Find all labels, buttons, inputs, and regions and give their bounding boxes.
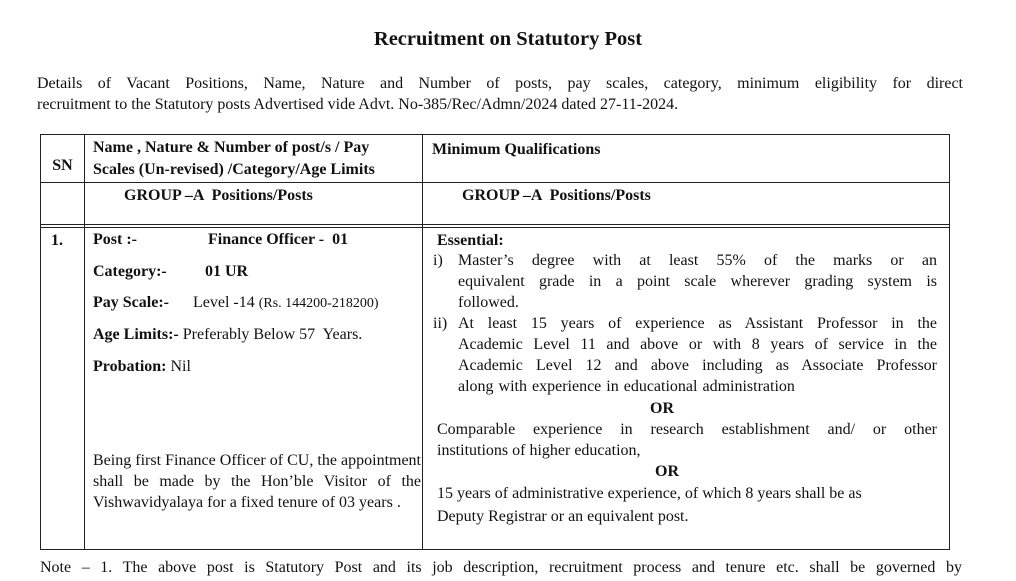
group-label-right: GROUP –A Positions/Posts [462, 187, 651, 204]
header-qualifications: Minimum Qualifications [432, 141, 601, 158]
table-divider-sn [84, 134, 85, 550]
post-value: Finance Officer - 01 [208, 231, 349, 248]
intro-line-1: Details of Vacant Positions, Name, Nature and Number of posts, pay scales, category, minimum eligibility for direct [37, 75, 963, 92]
qual-1-line-1: Master’s degree with at least 55% of the marks or an [458, 252, 937, 269]
or-separator-1: OR [650, 400, 674, 417]
age-limits-label: Age Limits:- [93, 326, 179, 343]
table-divider-header [40, 182, 950, 183]
pay-scale-line [93, 292, 379, 314]
age-limits-value: Preferably Below 57 Years. [178, 326, 363, 343]
group-label-left: GROUP –A Positions/Posts [124, 187, 313, 204]
qual-2-line-2: Academic Level 11 and above or with 8 years of service in the [458, 336, 937, 353]
or-separator-2: OR [655, 463, 679, 480]
page-title: Recruitment on Statutory Post [373, 28, 643, 50]
qual-1-line-3: followed. [458, 294, 519, 311]
header-name-line-1: Name , Nature & Number of post/s / Pay [93, 139, 370, 156]
row-sn: 1. [51, 232, 63, 249]
alt-2-line-1: 15 years of administrative experience, of which 8 years shall be as [437, 485, 862, 502]
qual-2-line-4: along with experience in educational administration [458, 378, 795, 395]
alt-2-line-2: Deputy Registrar or an equivalent post. [437, 508, 689, 525]
table-divider-qualifications [422, 134, 423, 550]
probation-value: Nil [166, 358, 191, 375]
post-label: Post :- [93, 231, 137, 248]
intro-line-2: recruitment to the Statutory posts Advertised vide Advt. No-385/Rec/Admn/2024 dated 27-11-2024. [37, 96, 679, 113]
header-sn: SN [52, 157, 73, 174]
essential-label: Essential: [437, 232, 504, 249]
qual-2-line-3: Academic Level 12 and above including as Associate Professor [458, 357, 937, 374]
qual-1-number: i) [433, 252, 443, 269]
probation-label: Probation: [93, 358, 167, 375]
pay-scale-range: (Rs. 144200-218200) [258, 296, 379, 311]
category-value: 01 UR [205, 263, 249, 280]
alt-1-line-2: institutions of higher education, [437, 442, 641, 459]
table-divider-group [40, 224, 950, 228]
pay-scale-label: Pay Scale:- [93, 294, 169, 311]
header-name-line-2: Scales (Un-revised) /Category/Age Limits [93, 161, 375, 178]
footnote: Note – 1. The above post is Statutory Post and its job description, recruitment process and tenure etc. shall be governed by [40, 559, 962, 576]
qual-2-line-1: At least 15 years of experience as Assistant Professor in the [458, 315, 937, 332]
intro-paragraph [37, 73, 963, 115]
qual-1-line-2: equivalent grade in a point scale wherever grading system is [458, 273, 937, 290]
category-label: Category:- [93, 263, 167, 280]
age-limits-line [93, 324, 362, 345]
qual-2-number: ii) [433, 315, 448, 332]
pay-scale-level: Level -14 [192, 294, 259, 311]
alt-1-line-1: Comparable experience in research establishment and/ or other [437, 421, 937, 438]
probation-line [93, 356, 191, 377]
appointment-note: Being first Finance Officer of CU, the appointment shall be made by the Hon’ble Visitor of the Vishwavidyalaya for a fixed tenure of 03 years . [93, 452, 421, 511]
